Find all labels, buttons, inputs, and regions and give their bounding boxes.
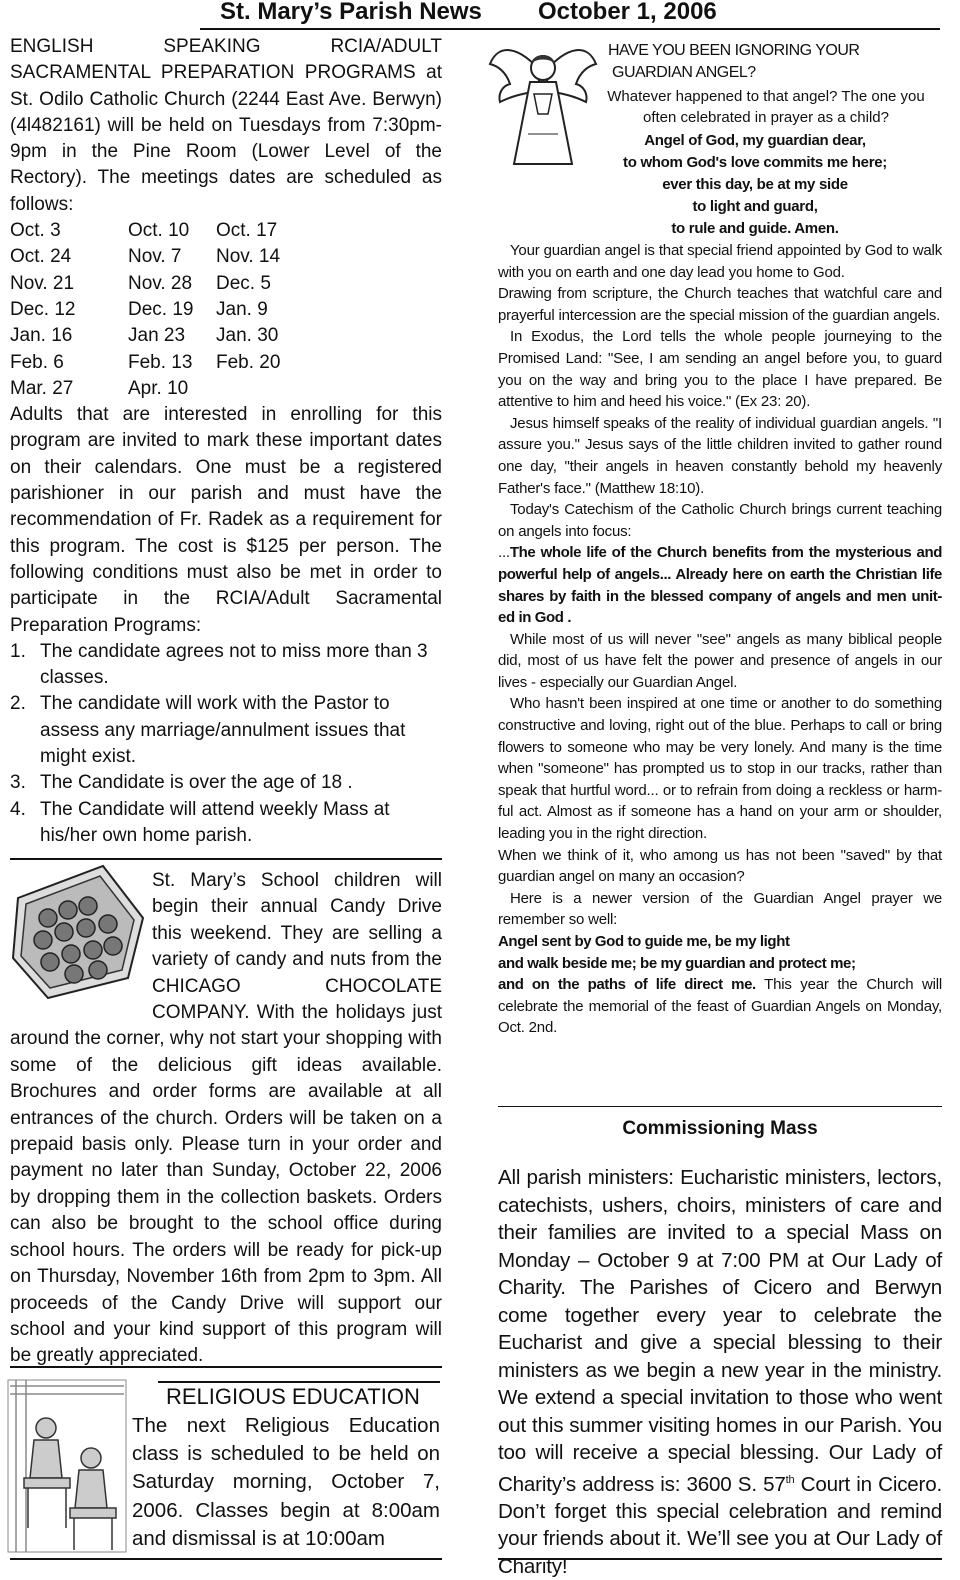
rcia-date: Feb. 13 [128, 351, 193, 373]
classroom-icon [6, 1378, 128, 1554]
prayer-line: to whom God's love commits me here; [623, 154, 887, 171]
list-text: The Candidate is over the age of 18 . [40, 772, 353, 794]
rcia-date: Oct. 17 [216, 220, 278, 242]
closing-text: This year the Church will celebrate the memorial of the feast of Guardian Angels on Monday, Oct. 2nd. [498, 976, 942, 1037]
catechism-quote [498, 542, 942, 628]
rcia-date: Jan 23 [128, 325, 186, 347]
new-prayer-line: and walk beside me; be my guardian and protect me; [498, 954, 856, 972]
newsletter-date: October 1, 2006 [538, 0, 717, 25]
paragraph: Your guardian angel is that special friend appointed by God to walk with you on earth and one day lead you home to God. [498, 242, 942, 281]
list-number: 3. [10, 772, 26, 794]
rcia-conditions [10, 639, 442, 849]
paragraph: When we think of it, who among us has not been "saved" by that guardian angel on many an occasion? [498, 846, 942, 886]
rcia-date: Mar. 27 [10, 377, 74, 399]
commissioning-body-end: Court in Cicero. Don’t forget this special celebration and remind your friends about it. We’ll see you at Our Lady of Charity! [498, 1472, 942, 1578]
paragraph: Today's Catechism of the Catholic Church brings current teaching on angels into focus: [498, 501, 942, 540]
commissioning-text [498, 1164, 942, 1580]
newsletter-title: St. Mary’s Parish News [220, 0, 482, 25]
candy-drive-article [10, 868, 442, 1370]
quote-lead: ... [498, 544, 510, 562]
religious-education-title: RELIGIOUS EDUCATION [166, 1384, 420, 1409]
section-divider [498, 1558, 942, 1560]
rcia-date: Dec. 19 [128, 298, 194, 320]
rcia-date: Oct. 10 [128, 220, 190, 242]
section-divider [10, 1366, 442, 1368]
prayer-line: ever this day, be at my side [662, 176, 848, 193]
list-item [10, 797, 442, 850]
list-item [10, 639, 442, 692]
section-divider [158, 1381, 440, 1383]
commissioning-body: All parish ministers: Eucharistic ministers, lectors, catechists, ushers, choirs, ministers of care and their families are invited to a special Mass on Monday – October 9 at 7:00 PM at Our Lady of Charity. The Parishes of Cicero and Berwyn come together every year to celebrate the Eucharist and give a special blessing to their ministers as we begin a new year in the ministry. We extend a special invitation to those who went out this summer visiting homes in our Parish. You too will receive a special blessing. Our Lady of Charity’s address is: 3600 S. 57 [498, 1166, 942, 1496]
rcia-intro: ENGLISH SPEAKING RCIA/ADULT SACRAMENTAL PREPARATION PROGRAMS at St. Odilo Catholic Church (2244 East Ave. Berwyn) (4l482161) will be held on Tuesdays from 7:30pm-9pm in the Pine Room (Lower Level of the Rectory). The meetings dates are scheduled as follows: [10, 36, 442, 215]
rcia-date: Oct. 3 [10, 220, 61, 242]
religious-education-text: The next Religious Education class is scheduled to be held on Saturday morning, October 7, 2006. Classes begin at 8:00am and dismissal is at 10:00am [132, 1414, 440, 1550]
new-prayer-line: Angel sent by God to guide me, be my light [498, 933, 790, 950]
rcia-date: Jan. 30 [216, 325, 279, 347]
rcia-dates-table [10, 218, 442, 402]
list-text: The candidate agrees not to miss more than 3 classes. [40, 640, 428, 689]
rcia-article [10, 34, 442, 849]
list-item [10, 691, 442, 770]
rcia-date: Nov. 28 [128, 272, 193, 294]
prayer-line: to light and guard, [692, 198, 818, 215]
paragraph: Who hasn't been inspired at one time or another to do something constructive and loving, right out of the blue. Perhaps to call or bring flowers to someone who may be very lonely. And many is the time when "someone" has prompted us to stop in our tracks, rather than speak that hurtful word... or to refrain from doing a reckless or harm-ful act. Almost as if someone has a hand on your arm or shoulder, leading you in the right direction. [498, 695, 942, 843]
rcia-date: Dec. 5 [216, 272, 271, 294]
rcia-date: Oct. 24 [10, 246, 72, 268]
newsletter-header [200, 0, 940, 26]
list-number: 4. [10, 798, 26, 820]
new-prayer-line: and on the paths of life direct me. [498, 976, 756, 994]
rcia-date: Nov. 7 [128, 246, 182, 268]
commissioning-title: Commissioning Mass [622, 1118, 818, 1139]
paragraph: Drawing from scripture, the Church teaches that watchful care and prayerful intercession are the special mission of the guardian angels. [498, 285, 942, 324]
header-rule [200, 28, 940, 30]
prayer-line: to rule and guide. Amen. [671, 220, 839, 237]
guardian-angel-article [498, 240, 942, 1039]
paragraph: Here is a newer version of the Guardian Angel prayer we remember so well: [498, 889, 942, 929]
rcia-date [216, 376, 316, 402]
rcia-date: Nov. 14 [216, 246, 281, 268]
rcia-date: Jan. 9 [216, 298, 268, 320]
section-divider [498, 1106, 942, 1107]
new-prayer [498, 931, 942, 1039]
paragraph: Jesus himself speaks of the reality of individual guardian angels. "I assure you." Jesus says of the little children invited to gather round one day, "their angels in heaven constantly behold my heavenly Father's face." (Matthew 18:10). [498, 414, 942, 497]
list-text: The candidate will work with the Pastor to assess any marriage/annulment issues that might exist. [40, 693, 406, 768]
rcia-date: Dec. 12 [10, 298, 76, 320]
rcia-body: Adults that are interested in enrolling for this program are invited to mark these important dates on their calendars. One must be a registered parishioner in our parish and must have the recommendation of Fr. Radek as a requirement for this program. The cost is $125 per person. The following conditions must also be met in order to participate in the RCIA/Adult Sacramental Preparation Programs: [10, 404, 442, 636]
rcia-date: Apr. 10 [128, 377, 189, 399]
image-float-spacer [10, 868, 152, 1026]
rcia-date: Feb. 20 [216, 351, 281, 373]
rcia-date: Jan. 16 [10, 325, 73, 347]
angel-icon [488, 34, 598, 174]
ordinal-suffix: th [785, 1473, 795, 1486]
list-text: The Candidate will attend weekly Mass at his/her own home parish. [40, 798, 390, 846]
paragraph: While most of us will never "see" angels as many biblical people did, most of us have felt the power and presence of angels in our lives - especially our Guardian Angel. [498, 630, 942, 691]
list-item [10, 770, 442, 796]
candy-drive-text: St. Mary’s School children will begin their annual Candy Drive this weekend. They are selling a variety of candy and nuts from the CHICAGO CHOCOLATE COMPANY. With the holidays just around the corner, why not start your shopping with some of the delicious gift ideas available. Brochures and order forms are available at all entrances of the church. Orders will be taken on a prepaid basis only. Please turn in your order and payment no later than Sunday, October 22, 2006 by dropping them in the collection baskets. Orders can also be brought to the school office during school hours. The orders will be ready for pick-up on Thursday, November 16th from 2pm to 3pm. All proceeds of the Candy Drive will support our school and your kind support of this program will be greatly appreciated. [10, 870, 442, 1367]
angel-heading-line1: HAVE YOU BEEN IGNORING YOUR [608, 42, 860, 59]
rcia-date: Nov. 21 [10, 272, 75, 294]
rcia-date: Feb. 6 [10, 351, 64, 373]
angel-heading-line2: GUARDIAN ANGEL? [612, 64, 756, 81]
quote-text: The whole life of the Church benefits from the mysterious and powerful help of angels... Already here on earth the Christian life shares by faith in the blessed company of angels and men unit-ed in God . [498, 544, 942, 627]
section-divider [10, 1558, 442, 1560]
angel-intro: Whatever happened to that angel? The one you often celebrated in prayer as a child? [607, 88, 925, 126]
prayer-line: Angel of God, my guardian dear, [644, 132, 866, 149]
list-number: 2. [10, 693, 26, 715]
list-number: 1. [10, 640, 26, 662]
paragraph: In Exodus, the Lord tells the whole people journeying to the Promised Land: "See, I am sending an angel before you, to guard you on the way and bring you to the place I have prepared. Be attentive to him and heed his voice." (Ex 23: 20). [498, 328, 942, 411]
